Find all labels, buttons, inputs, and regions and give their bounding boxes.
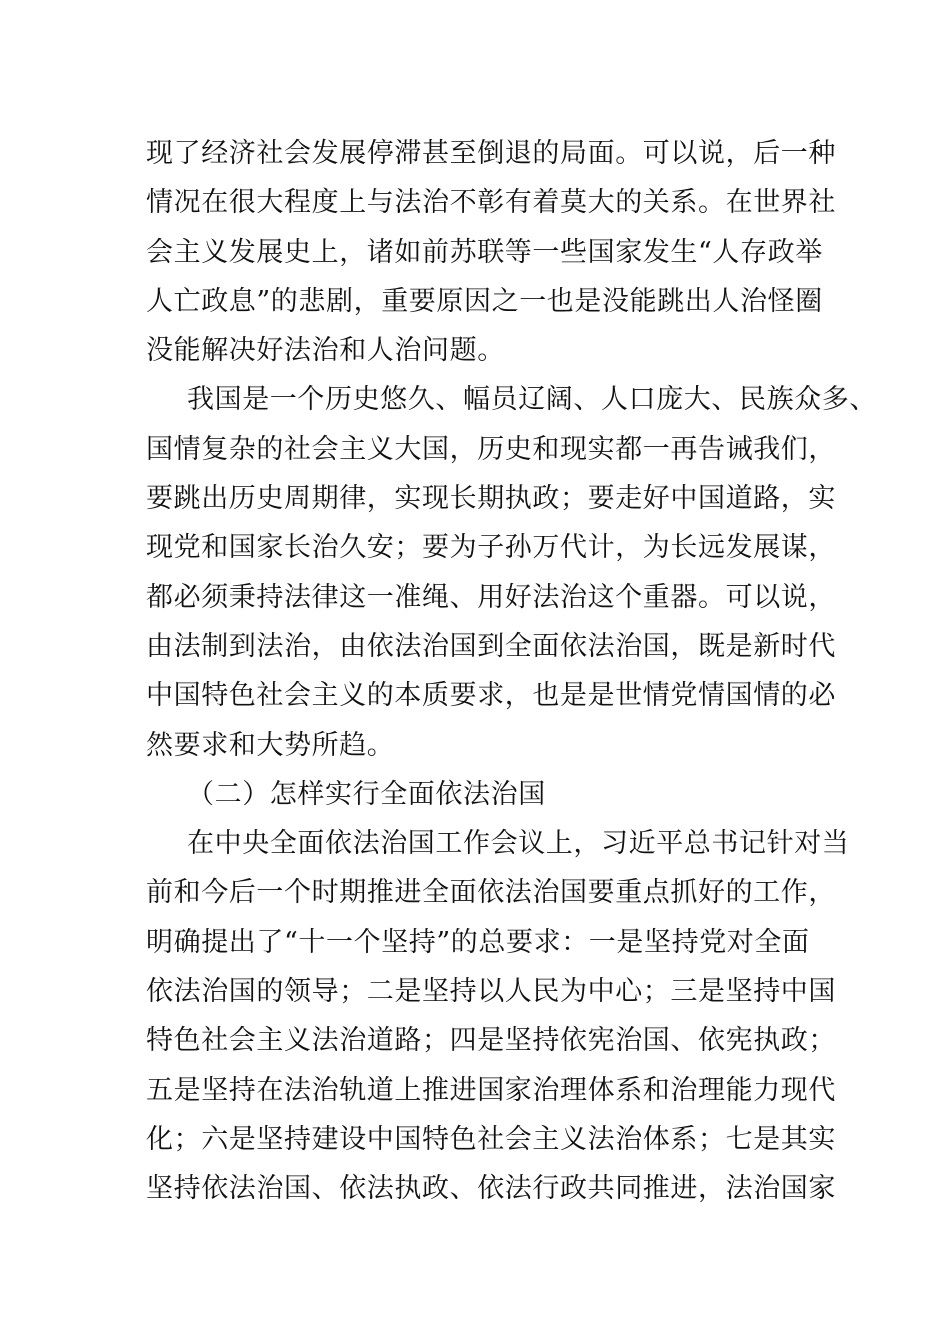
text-line: 依法治国的领导；二是坚持以人民为中心；三是坚持中国 bbox=[146, 976, 836, 1008]
text-line: 明确提出了“十一个坚持”的总要求：一是坚持党对全面 bbox=[146, 926, 810, 958]
paragraph-first-line: 我国是一个历史悠久、幅员辽阔、人口庞大、民族众多、 bbox=[187, 384, 877, 416]
paragraph-first-line: 在中央全面依法治国工作会议上，习近平总书记针对当 bbox=[187, 828, 850, 860]
text-line: 国情复杂的社会主义大国，历史和现实都一再告诫我们， bbox=[146, 433, 836, 465]
text-line: 由法制到法治，由依法治国到全面依法治国，既是新时代 bbox=[146, 630, 836, 662]
text-line: 都必须秉持法律这一准绳、用好法治这个重器。可以说， bbox=[146, 581, 836, 613]
text-line: 人亡政息”的悲剧，重要原因之一也是没能跳出人治怪圈 bbox=[146, 285, 823, 317]
text-line: 化；六是坚持建设中国特色社会主义法治体系；七是其实 bbox=[146, 1123, 836, 1155]
text-line: 前和今后一个时期推进全面依法治国要重点抓好的工作， bbox=[146, 877, 836, 909]
text-line: 现党和国家长治久安；要为子孙万代计，为长远发展谋， bbox=[146, 532, 836, 564]
body-text bbox=[146, 129, 877, 1214]
text-line: 坚持依法治国、依法执政、依法行政共同推进，法治国家 bbox=[146, 1173, 836, 1205]
text-line: 中国特色社会主义的本质要求，也是是世情党情国情的必 bbox=[146, 680, 836, 712]
text-line: 会主义发展史上，诸如前苏联等一些国家发生“人存政举 bbox=[146, 236, 823, 268]
text-line: 五是坚持在法治轨道上推进国家治理体系和治理能力现代 bbox=[146, 1074, 836, 1106]
text-line: 要跳出历史周期律，实现长期执政；要走好中国道路，实 bbox=[146, 483, 836, 515]
text-line: 没能解决好法治和人治问题。 bbox=[146, 335, 505, 367]
text-line: 情况在很大程度上与法治不彰有着莫大的关系。在世界社 bbox=[146, 187, 836, 219]
text-line: 然要求和大势所趋。 bbox=[146, 729, 395, 761]
text-line: 现了经济社会发展停滞甚至倒退的局面。可以说，后一种 bbox=[146, 138, 836, 169]
section-heading: （二）怎样实行全面依法治国 bbox=[187, 778, 546, 810]
text-line: 特色社会主义法治道路；四是坚持依宪治国、依宪执政； bbox=[146, 1025, 836, 1057]
